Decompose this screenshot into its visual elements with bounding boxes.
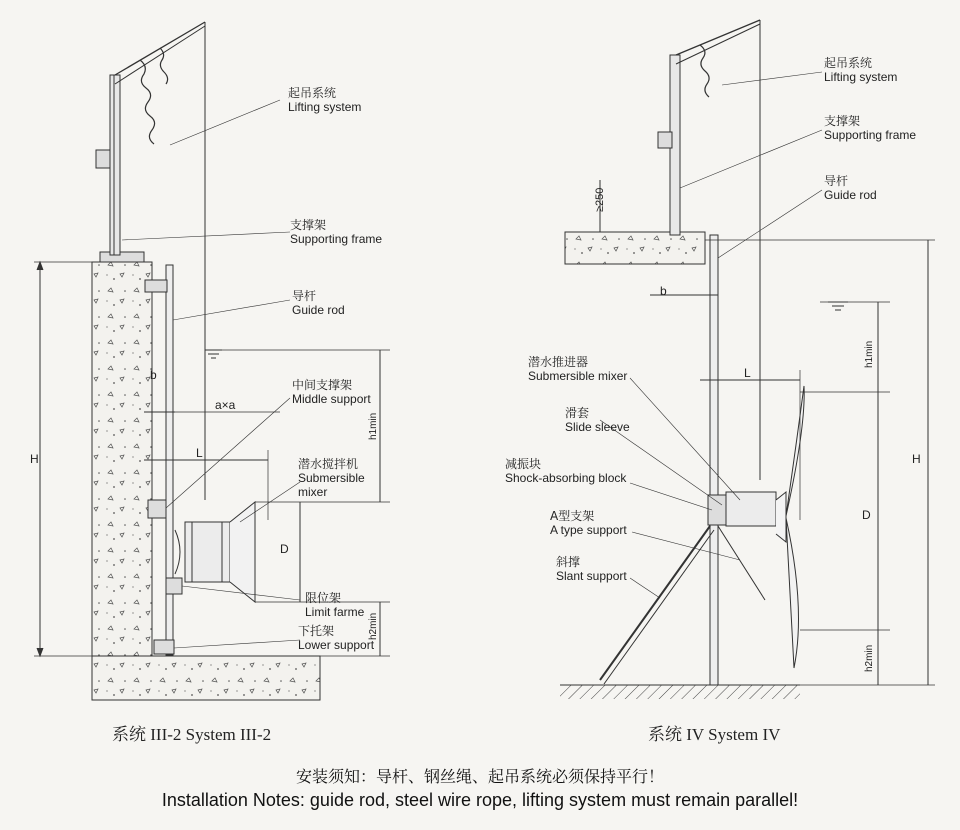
label-submersible-mixer-right [528, 356, 627, 384]
right-guide-rod [710, 235, 718, 685]
label-zh: 斜撑 [556, 555, 581, 569]
label-en: Slant support [556, 568, 627, 583]
right-mixer-body [726, 492, 776, 526]
label-en: Guide rod [824, 187, 877, 202]
label-zh: 导杆 [824, 174, 849, 188]
dim-h1-right: h1min [864, 340, 875, 368]
dim-h2-right: h2min [864, 644, 875, 672]
label-zh: 起吊系统 [288, 86, 337, 100]
dim-axa: a×a [215, 398, 236, 412]
label-lifting-system-right [824, 57, 897, 85]
label-lower-support [298, 625, 374, 653]
label-en: Lifting system [824, 69, 898, 84]
label-middle-support [292, 379, 371, 407]
label-zh: 滑套 [565, 406, 590, 420]
caption-system-left: 系统 III-2 System III-2 [112, 725, 272, 744]
dim-b-left: b [150, 368, 157, 382]
label-en: Submersible mixer [528, 368, 628, 383]
label-submersible-mixer-left [298, 458, 378, 499]
right-propeller [786, 386, 804, 516]
label-supporting-frame-left [290, 219, 382, 247]
right-deck-slab [565, 232, 705, 264]
dim-h2-left: h2min [368, 612, 379, 640]
dim-D-right: D [862, 508, 871, 522]
label-en: Lower support [298, 637, 375, 652]
label-zh: 潜水推进器 [528, 355, 589, 369]
label-zh: 减振块 [505, 457, 542, 471]
label-en: Submersible mixer [298, 470, 365, 499]
label-limit-frame [305, 592, 364, 620]
label-en: Supporting frame [290, 231, 383, 246]
label-shock-absorbing-block [505, 458, 626, 486]
label-zh: 限位架 [305, 591, 342, 605]
dim-H-left: H [30, 452, 39, 466]
label-lifting-system-left [288, 87, 361, 115]
label-zh: 中间支撑架 [292, 378, 353, 392]
label-zh: A型支架 [550, 509, 595, 523]
dim-H-right: H [912, 452, 921, 466]
caption-system-right: 系统 IV System IV [648, 725, 781, 744]
label-supporting-frame-right [824, 115, 916, 143]
label-guide-rod-right [824, 175, 877, 203]
label-en: Middle support [292, 391, 371, 406]
label-guide-rod-left [292, 290, 345, 318]
dim-L-right: L [744, 366, 751, 380]
label-zh: 支撑架 [290, 218, 327, 232]
label-slant-support [556, 556, 627, 584]
label-zh: 导杆 [292, 289, 317, 303]
dim-D-left: D [280, 542, 289, 556]
label-zh: 潜水搅拌机 [298, 457, 359, 471]
label-zh: 支撑架 [824, 114, 861, 128]
left-concrete-wall [92, 262, 152, 656]
label-en: A type support [550, 522, 627, 537]
install-note-en: Installation Notes: guide rod, steel wire rope, lifting system must remain parallel! [161, 790, 799, 810]
label-en: Limit farme [305, 604, 365, 619]
right-ground [560, 685, 800, 699]
label-en: Guide rod [292, 302, 345, 317]
label-a-type-support [550, 510, 627, 538]
left-lifting-mast [110, 75, 120, 255]
dim-h1-left: h1min [368, 412, 379, 440]
dim-L-left: L [196, 446, 203, 460]
label-slide-sleeve [565, 407, 630, 435]
label-en: Supporting frame [824, 127, 917, 142]
label-en: Shock-absorbing block [505, 470, 627, 485]
dim-b-right: b [660, 284, 667, 298]
label-zh: 下托架 [298, 624, 335, 638]
install-note-zh: 安装须知：导杆、钢丝绳、起吊系统必须保持平行！ [295, 769, 664, 786]
left-floor-slab [92, 656, 320, 700]
label-en: Lifting system [288, 99, 362, 114]
right-slide-sleeve [708, 495, 726, 525]
label-zh: 起吊系统 [824, 56, 873, 70]
label-en: Slide sleeve [565, 419, 630, 434]
dim-ge250: ≥250 [594, 187, 606, 212]
